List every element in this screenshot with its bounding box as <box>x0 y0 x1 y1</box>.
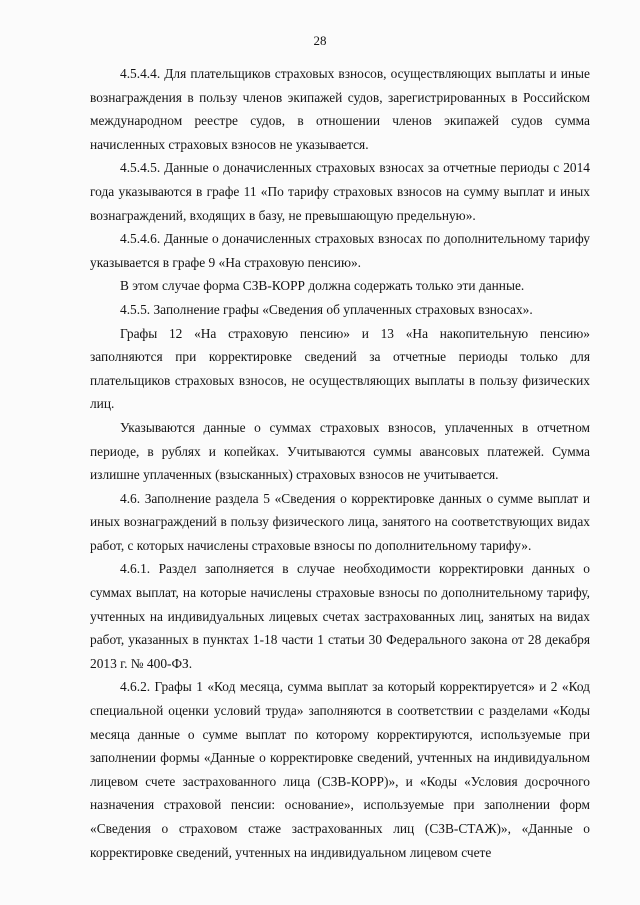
page-number: 28 <box>313 33 327 48</box>
paragraph-columns-12-13: Графы 12 «На страховую пенсию» и 13 «На накопительную пенсию» заполняются при корректировке сведений за отчетные периоды только для плательщиков страховых взносов, не осуществляющих выплаты в пользу физических лиц. <box>90 325 590 412</box>
paragraph-4-5-4-6: 4.5.4.6. Данные о доначисленных страховых взносах по дополнительному тарифу указывается в графе 9 «На страховую пенсию». <box>90 231 590 270</box>
paragraph-4-6-2: 4.6.2. Графы 1 «Код месяца, сумма выплат за который корректируется» и 2 «Код специальной оценки условий труда» заполняются в соответствии с разделами «Коды месяца данные о сумме выплат по которому корректируются, используемые при заполнении формы «Данные о корректировке сведений, учтенных на индивидуальном лицевом счете застрахованного лица (СЗВ-КОРР)», и «Коды «Условия досрочного назначения страховой пенсии: основание», используемые при заполнении форм «Сведения о страховом стаже застрахованных лиц (СЗВ-СТАЖ)», «Данные о корректировке сведений, учтенных на индивидуальном лицевом счете <box>90 679 590 860</box>
paragraph-4-5-4-5: 4.5.4.5. Данные о доначисленных страховых взносах за отчетные периоды с 2014 года указываются в графе 11 «По тарифу страховых взносов на сумму выплат и иных вознаграждений, входящих в базу, не превышающую предельную». <box>90 160 590 223</box>
paragraph-4-6-1: 4.6.1. Раздел заполняется в случае необходимости корректировки данных о суммах выплат, на которые начислены страховые взносы по дополнительному тарифу, учтенных на индивидуальных лицевых счетах застрахованных лиц, занятых на видах работ, указанных в пунктах 1-18 части 1 статьи 30 Федерального закона от 28 декабря 2013 г. № 400-ФЗ. <box>90 561 590 671</box>
paragraph-paid-amounts: Указываются данные о суммах страховых взносов, уплаченных в отчетном периоде, в рублях и копейках. Учитываются суммы авансовых платежей. Сумма излишне уплаченных (взысканных) страховых взносов не учитывается. <box>90 419 590 483</box>
paragraph-szv-korr-note: В этом случае форма СЗВ-КОРР должна содержать только эти данные. <box>120 278 525 294</box>
paragraph-4-5-4-4: 4.5.4.4. Для плательщиков страховых взносов, осуществляющих выплаты и иные вознаграждения в пользу членов экипажей судов, зарегистрированных в Российском международном реестре судов, в отношении членов экипажей судов сумма начисленных страховых взносов не указывается. <box>90 66 590 152</box>
paragraph-4-6: 4.6. Заполнение раздела 5 «Сведения о корректировке данных о сумме выплат и иных вознаграждений в пользу физического лица, занятого на соответствующих видах работ, с которых начислены страховые взносы по дополнительному тарифу». <box>90 490 590 553</box>
paragraph-4-5-5: 4.5.5. Заполнение графы «Сведения об уплаченных страховых взносах». <box>120 301 533 317</box>
document-body <box>90 62 590 864</box>
